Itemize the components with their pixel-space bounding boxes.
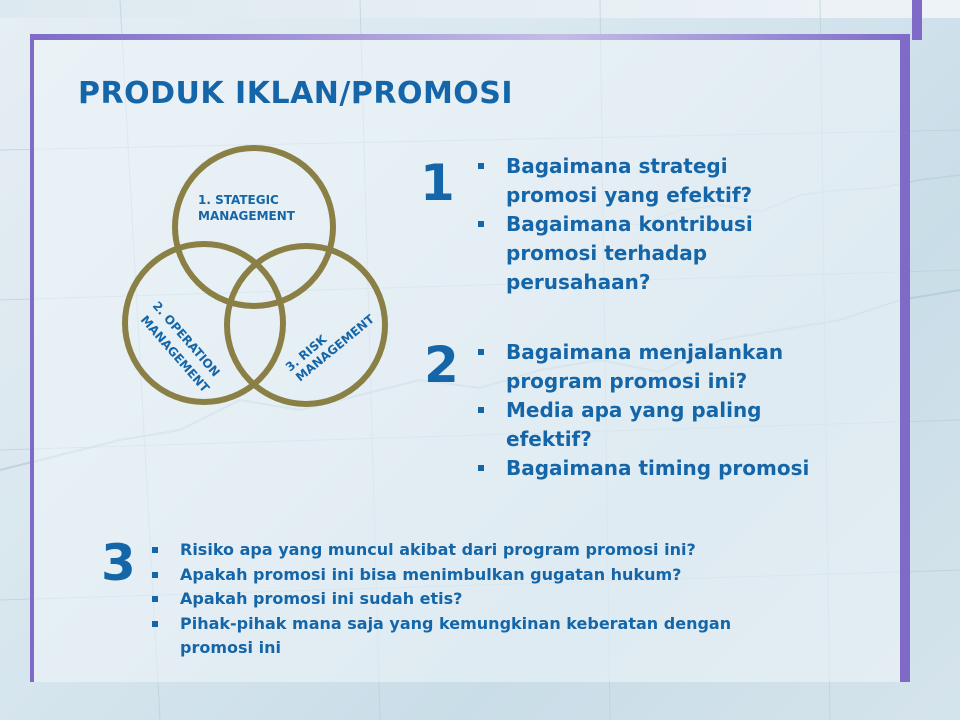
slide-title: PRODUK IKLAN/PROMOSI xyxy=(78,76,514,111)
venn-label-strategic-2: MANAGEMENT xyxy=(198,209,295,223)
list-item: Bagaimana timing promosi xyxy=(478,454,818,483)
section-1-list xyxy=(478,152,818,297)
list-item: Pihak-pihak mana saja yang kemungkinan keberatan dengan promosi ini xyxy=(152,612,772,661)
venn-label-risk-2: MANAGEMENT xyxy=(293,311,377,385)
list-item: Bagaimana strategi promosi yang efektif? xyxy=(478,152,818,210)
frame-right-accent xyxy=(912,0,922,40)
list-item: Bagaimana menjalankan program promosi ini? xyxy=(478,338,818,396)
venn-label-risk-1: 3. RISK xyxy=(282,332,330,375)
list-item: Apakah promosi ini bisa menimbulkan gugatan hukum? xyxy=(152,563,772,588)
venn-diagram xyxy=(118,140,390,415)
section-3-list xyxy=(152,538,772,661)
circle-strategic xyxy=(175,148,333,306)
venn-label-operation-2: MANAGEMENT xyxy=(137,312,213,396)
frame-top-accent xyxy=(30,34,910,40)
section-3-number: 3 xyxy=(101,534,136,592)
list-item: Apakah promosi ini sudah etis? xyxy=(152,587,772,612)
section-2-number: 2 xyxy=(424,336,459,394)
list-item: Media apa yang paling efektif? xyxy=(478,396,818,454)
list-item: Bagaimana kontribusi promosi terhadap perusahaan? xyxy=(478,210,818,297)
section-2-list xyxy=(478,338,818,483)
venn-label-strategic-1: 1. STATEGIC xyxy=(198,193,279,207)
list-item: Risiko apa yang muncul akibat dari program promosi ini? xyxy=(152,538,772,563)
venn-label-operation-1: 2. OPERATION xyxy=(149,298,223,380)
section-1-number: 1 xyxy=(420,154,455,212)
